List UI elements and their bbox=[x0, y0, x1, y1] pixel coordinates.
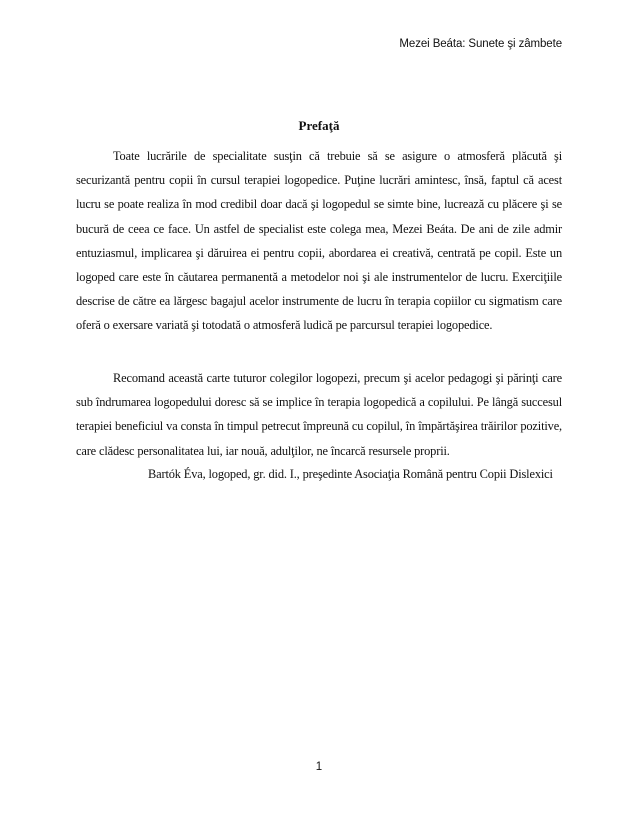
page-title: Prefaţă bbox=[298, 118, 340, 133]
paragraph-2: Recomand această carte tuturor colegilor logopezi, precum şi acelor pedagogi şi părinţi care sub îndrumarea logopedului doresc să se implice în terapia logopedică a copilului. Pe lângă succesul terapiei beneficiul va consta în timpul petrecut împreună cu copilul, în împărtăşirea trăirilor pozitive, care clădesc personalitatea lui, iar nouă, adulţilor, ne încarcă resursele proprii. bbox=[76, 371, 562, 458]
running-header: Mezei Beáta: Sunete şi zâmbete bbox=[399, 38, 562, 50]
signature: Bartók Éva, logoped, gr. did. I., preşedinte Asociaţia Română pentru Copii Dislexici bbox=[148, 467, 553, 481]
paragraph-1: Toate lucrările de specialitate susţin că trebuie să se asigure o atmosferă plăcută şi securizantă pentru copii în cursul terapiei logopedice. Puţine lucrări amintesc, însă, faptul că acest lucru se poate realiza în mod credibil doar dacă şi logopedul se simte bine, lucrează cu plăcere şi se bucură de ceea ce face. Un astfel de specialist este colega mea, Mezei Beáta. De ani de zile admir entuziasmul, implicarea şi dăruirea ei pentru copii, abordarea ei creativă, centrată pe copil. Este un logoped care este în căutarea permanentă a metodelor noi şi ale instrumentelor de lucru. Exerciţiile descrise de către ea lărgesc bagajul acelor instrumente de lucru în terapia copiilor cu sigmatism care oferă o exersare variată şi totodată o atmosferă ludică pe parcursul terapiei logopedice. bbox=[76, 149, 562, 333]
page-number: 1 bbox=[315, 761, 323, 773]
